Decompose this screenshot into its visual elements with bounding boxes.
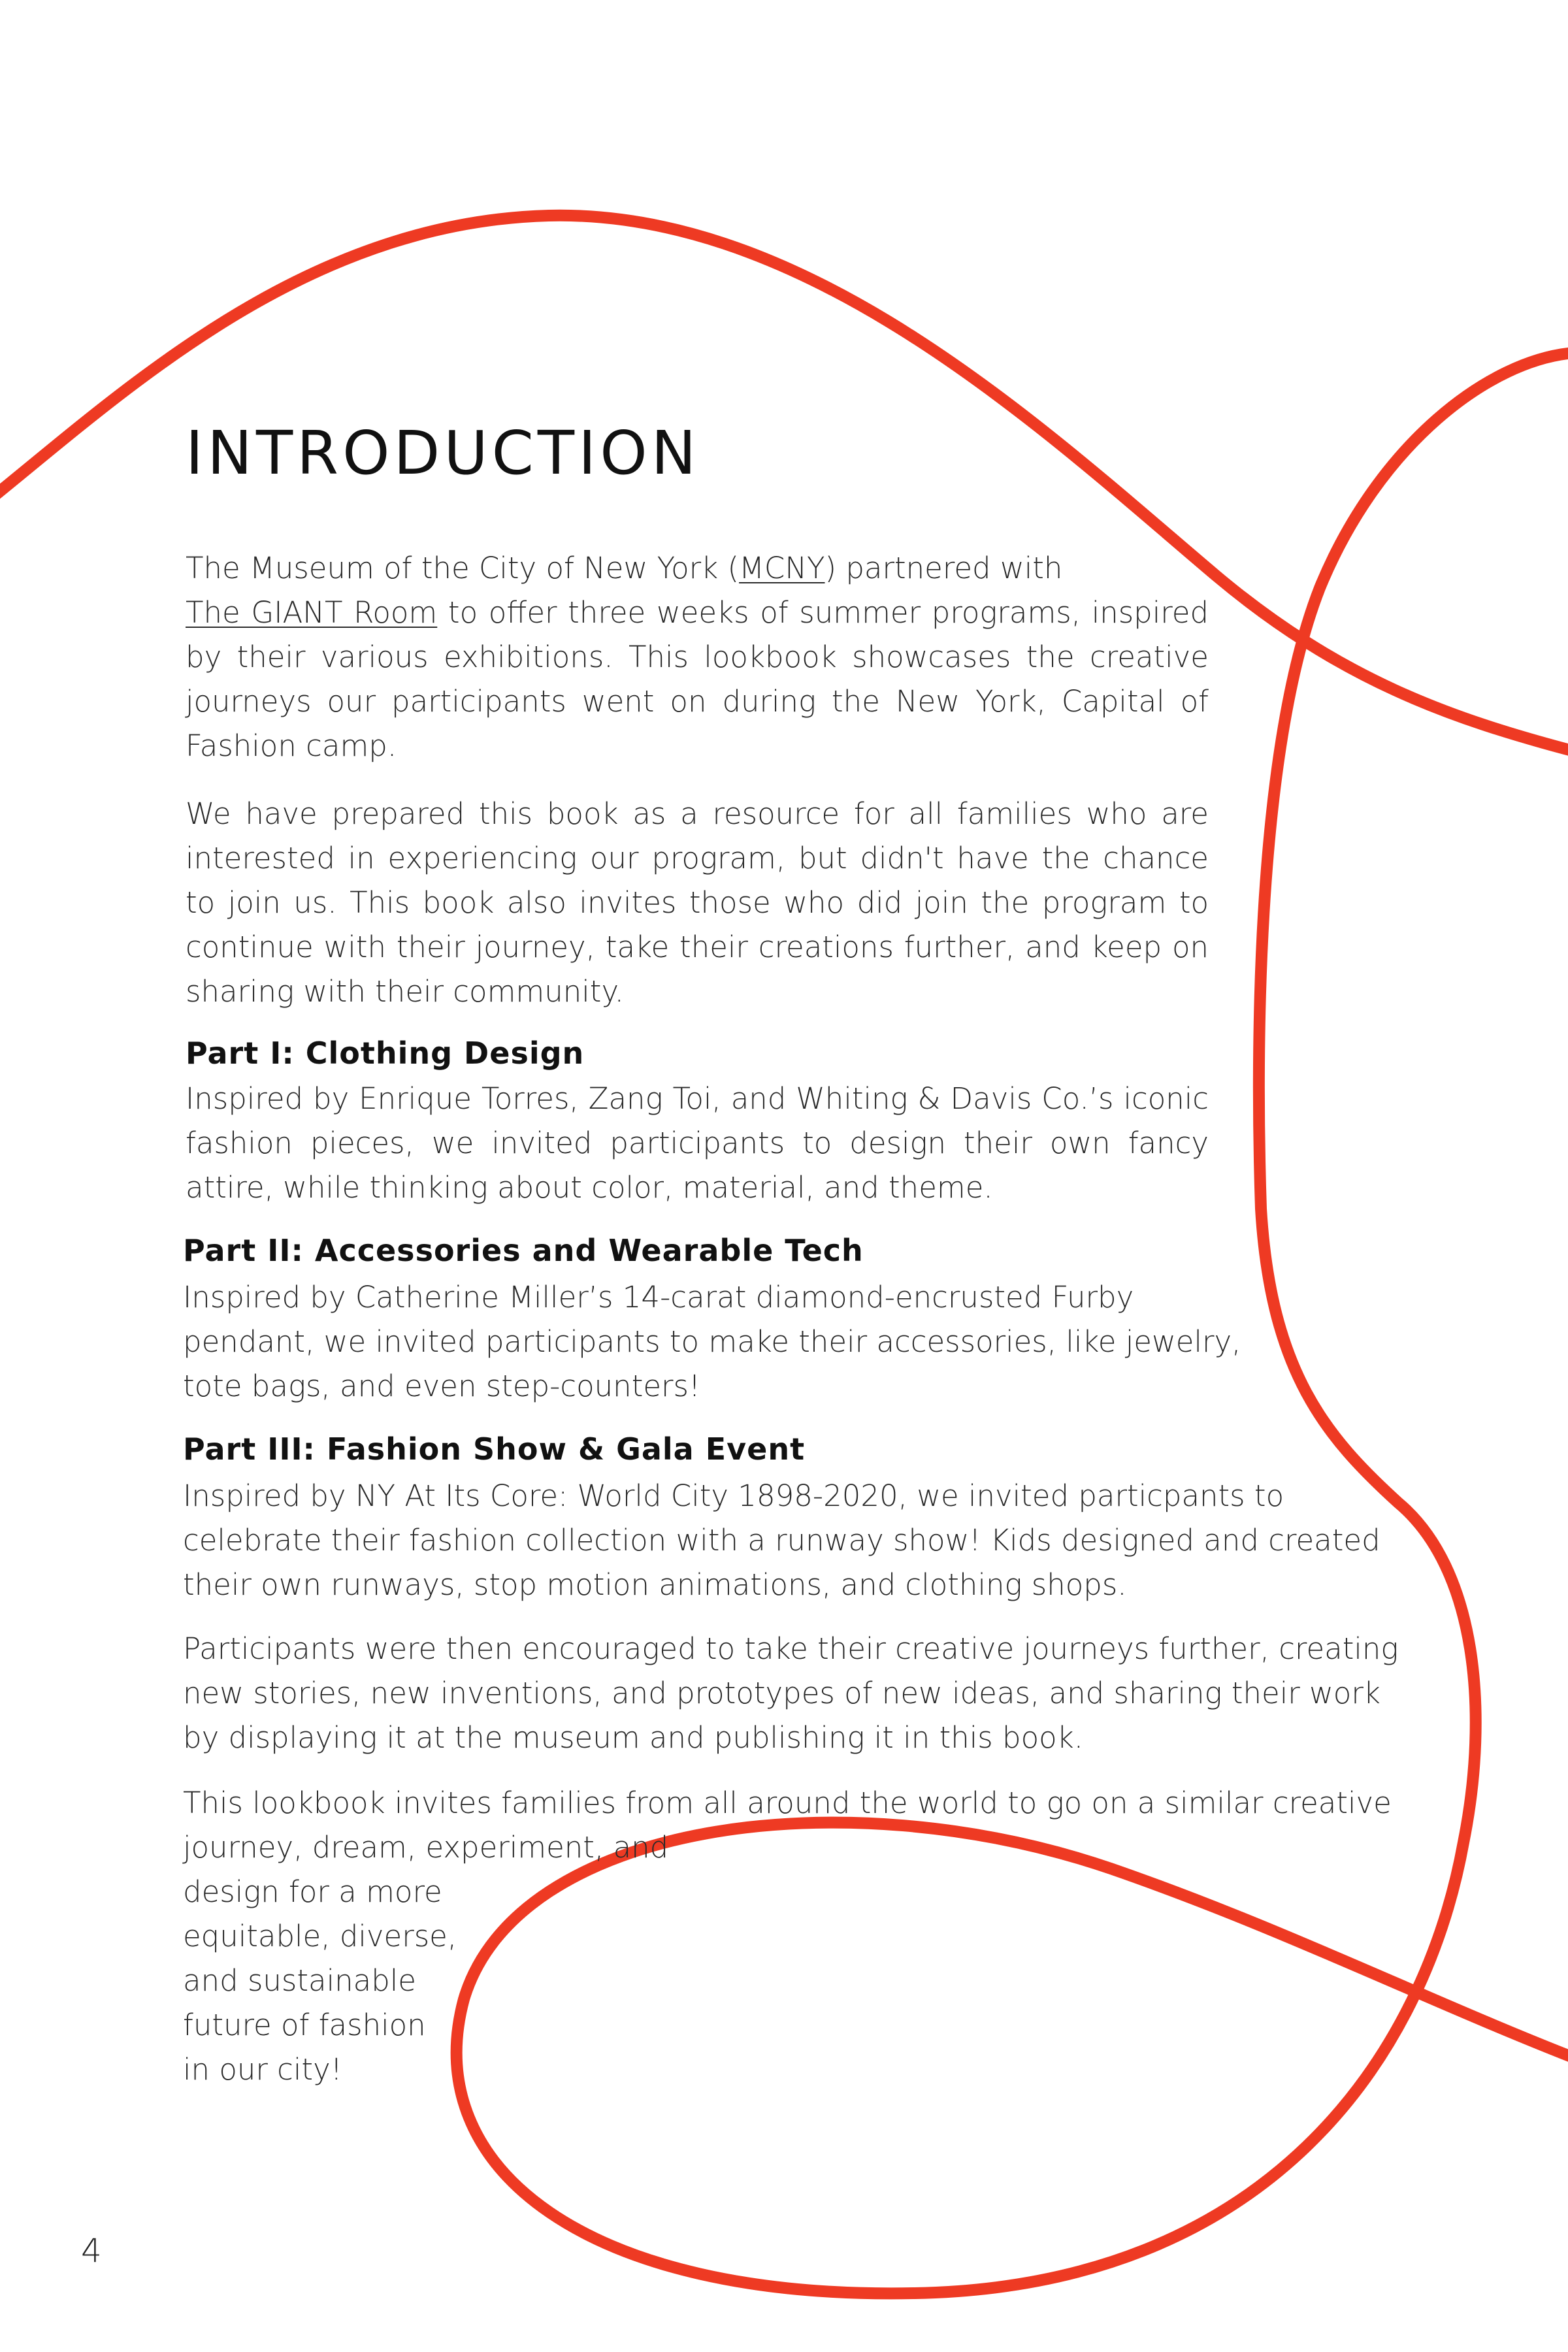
intro-paragraph-1 <box>186 546 1209 768</box>
closing-1-line: by displaying it at the museum and publishing it in this book. <box>183 1720 1083 1755</box>
page-title: INTRODUCTION <box>186 418 700 488</box>
closing-2-line: This lookbook invites families from all around the world to go on a similar creative <box>183 1786 1392 1820</box>
part-2-line: tote bags, and even step-counters! <box>183 1369 701 1403</box>
part-3-line: celebrate their fashion collection with a runway show! Kids designed and created <box>183 1523 1380 1558</box>
closing-1-line: new stories, new inventions, and prototypes of new ideas, and sharing their work <box>183 1676 1380 1710</box>
part-2-line: Inspired by Catherine Miller’s 14-carat diamond-encrusted Furby <box>183 1280 1134 1315</box>
mcny-link[interactable]: MCNY <box>739 551 825 585</box>
closing-paragraph-1 <box>183 1627 1424 1760</box>
part-2-body <box>183 1275 1294 1409</box>
intro-text-before-link: The Museum of the City of New York ( <box>186 551 740 585</box>
closing-2-line: and sustainable <box>183 1963 416 1998</box>
part-3-line: their own runways, stop motion animations, and clothing shops. <box>183 1567 1127 1602</box>
intro-paragraph-1-rest: to offer three weeks of summer programs, inspired by their various exhibitions. This lookbook showcases the creative journeys our participants went on during the New York, Capital of Fashion camp. <box>186 595 1209 763</box>
intro-text-after-link: ) partnered with <box>825 551 1063 585</box>
closing-paragraph-2 <box>183 1781 1424 2092</box>
page-number: 4 <box>81 2232 102 2270</box>
giant-room-link[interactable]: The GIANT Room <box>186 595 438 630</box>
part-2-line: pendant, we invited participants to make their accessories, like jewelry, <box>183 1324 1241 1359</box>
intro-paragraph-2: We have prepared this book as a resource for all families who are interested in experiencing our program, but didn't have the chance to join us. This book also invites those who did join the program to continue with their journey, take their creations further, and keep on sharing with their community. <box>186 796 1209 1009</box>
intro-line-1 <box>186 546 1209 591</box>
closing-2-line: equitable, diverse, <box>183 1919 457 1953</box>
part-3-body <box>183 1474 1424 1607</box>
part-2-heading: Part II: Accessories and Wearable Tech <box>183 1233 864 1268</box>
closing-2-line: design for a more <box>183 1874 442 1909</box>
closing-1-line: Participants were then encouraged to take their creative journeys further, creating <box>183 1631 1399 1666</box>
closing-2-line: in our city! <box>183 2052 342 2087</box>
part-3-heading: Part III: Fashion Show & Gala Event <box>183 1431 806 1467</box>
closing-2-line: journey, dream, experiment, and <box>183 1830 669 1865</box>
closing-2-line: future of fashion <box>183 2008 426 2042</box>
part-1-body: Inspired by Enrique Torres, Zang Toi, and Whiting & Davis Co.’s iconic fashion pieces, we invited participants to design their own fancy attire, while thinking about color, material, and theme. <box>186 1081 1209 1205</box>
part-1-heading: Part I: Clothing Design <box>186 1036 585 1071</box>
part-3-line: Inspired by NY At Its Core: World City 1898-2020, we invited particpants to <box>183 1478 1284 1513</box>
